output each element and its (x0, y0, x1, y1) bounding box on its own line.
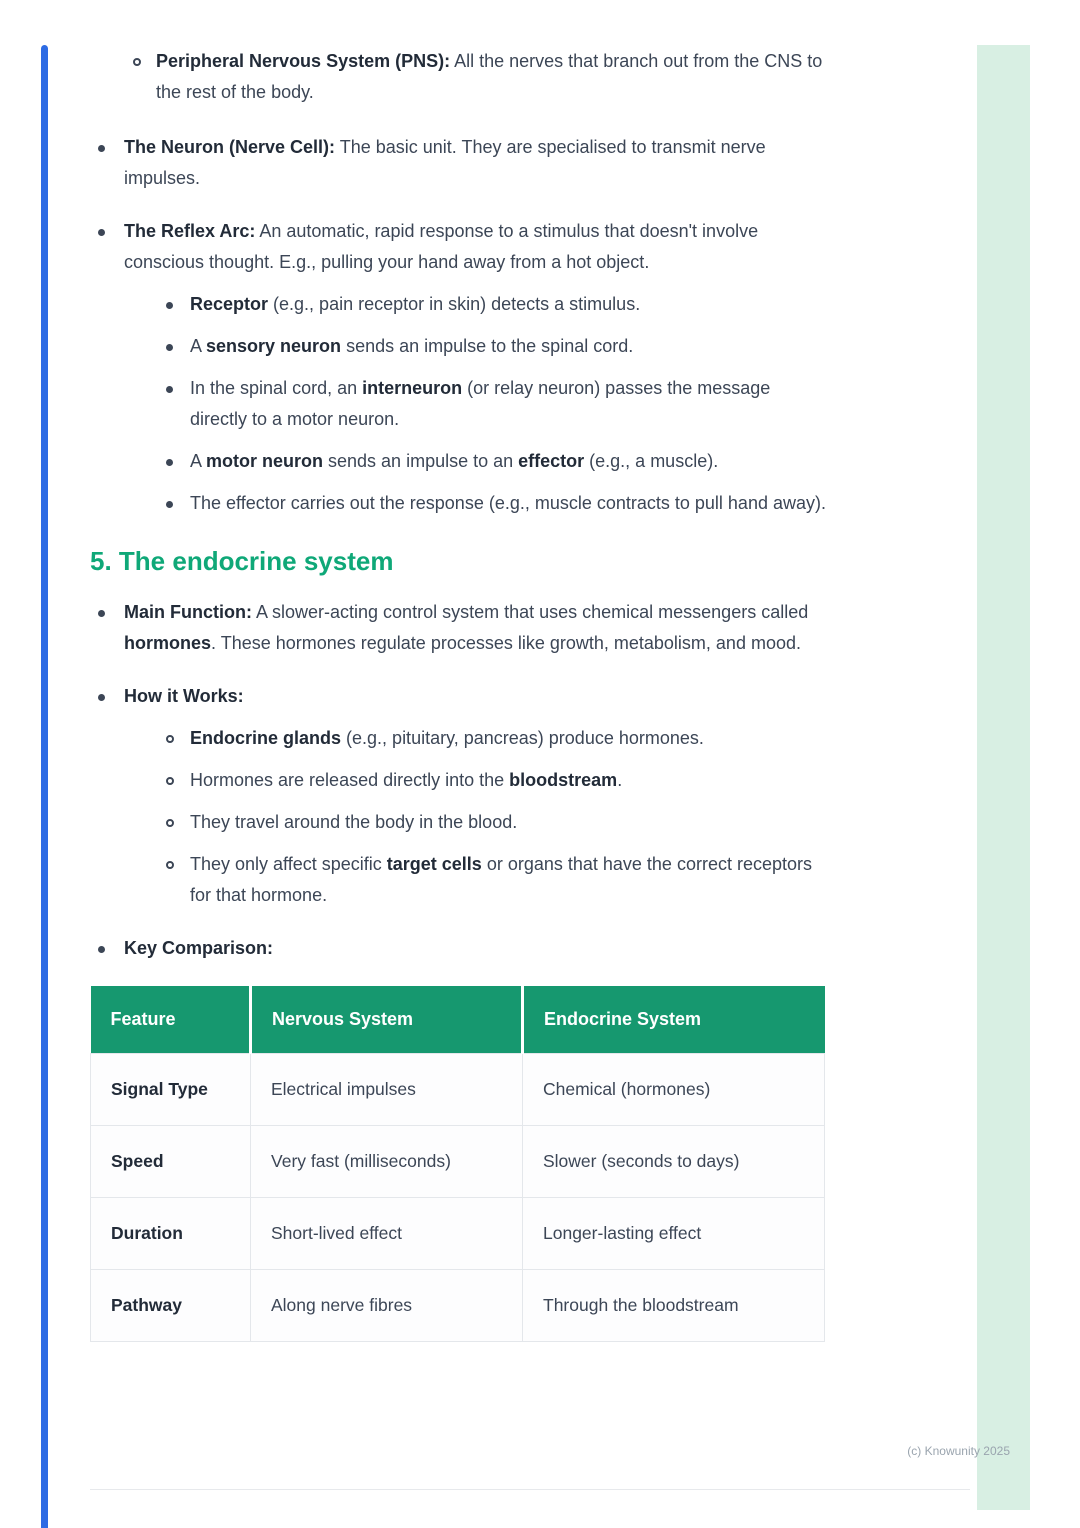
comparison-table-body (91, 1054, 825, 1342)
reflex-step (158, 289, 832, 320)
dot-bullet-icon (166, 501, 173, 508)
how-it-works-step-text: They travel around the body in the blood. (190, 812, 518, 832)
dot-bullet-icon (98, 694, 105, 701)
comparison-table-header (91, 986, 825, 1054)
dot-bullet-icon (166, 302, 173, 309)
circle-bullet-icon (166, 735, 174, 743)
table-header-row (91, 986, 825, 1054)
how-it-works-step-text: They only affect specific target cells or organs that have the correct receptors for that hormone. (190, 854, 812, 905)
how-it-works-step (158, 849, 832, 911)
table-cell: Pathway (91, 1270, 251, 1342)
table-cell: Chemical (hormones) (523, 1054, 825, 1126)
table-row (91, 1054, 825, 1126)
dot-bullet-icon (166, 386, 173, 393)
table-cell: Along nerve fibres (251, 1270, 523, 1342)
table-cell: Very fast (milliseconds) (251, 1126, 523, 1198)
table-header-feature: Feature (91, 986, 251, 1054)
reflex-step-text: Receptor (e.g., pain receptor in skin) detects a stimulus. (190, 294, 641, 314)
list-item-reflex-arc (90, 216, 832, 519)
footer-credit: (c) Knowunity 2025 (907, 1444, 1010, 1458)
list-item-neuron (90, 132, 832, 194)
main-function-text: Main Function: A slower-acting control system that uses chemical messengers called hormones. These hormones regulate processes like growth, metabolism, and mood. (124, 602, 809, 653)
how-it-works-step (158, 807, 832, 838)
list-item-how-it-works (90, 681, 832, 911)
circle-bullet-icon (166, 819, 174, 827)
key-comparison-label: Key Comparison: (124, 938, 274, 958)
table-cell: Signal Type (91, 1054, 251, 1126)
list-item-key-comparison (90, 933, 832, 964)
dot-bullet-icon (166, 344, 173, 351)
reflex-step (158, 373, 832, 435)
table-cell: Longer-lasting effect (523, 1198, 825, 1270)
table-cell: Through the bloodstream (523, 1270, 825, 1342)
reflex-step-text: A sensory neuron sends an impulse to the spinal cord. (190, 336, 634, 356)
dot-bullet-icon (98, 145, 105, 152)
reflex-step-text: The effector carries out the response (e.g., muscle contracts to pull hand away). (190, 493, 826, 513)
table-cell: Short-lived effect (251, 1198, 523, 1270)
table-cell: Electrical impulses (251, 1054, 523, 1126)
reflex-step (158, 331, 832, 362)
cns-continuation-list (90, 46, 832, 108)
table-header-nervous-system: Nervous System (251, 986, 523, 1054)
table-cell: Speed (91, 1126, 251, 1198)
table-row (91, 1270, 825, 1342)
reflex-step-text: In the spinal cord, an interneuron (or relay neuron) passes the message directly to a motor neuron. (190, 378, 771, 429)
how-it-works-list (158, 723, 832, 911)
comparison-table (90, 986, 825, 1342)
reflex-arc-text: The Reflex Arc: An automatic, rapid response to a stimulus that doesn't involve conscious thought. E.g., pulling your hand away from a hot object. (124, 221, 759, 272)
table-cell: Slower (seconds to days) (523, 1126, 825, 1198)
how-it-works-step (158, 723, 832, 754)
dot-bullet-icon (98, 610, 105, 617)
list-item-main-function (90, 597, 832, 659)
dot-bullet-icon (98, 229, 105, 236)
table-row (91, 1198, 825, 1270)
endocrine-system-list (90, 597, 832, 964)
circle-bullet-icon (166, 861, 174, 869)
nervous-system-list (90, 132, 832, 519)
circle-bullet-icon (166, 777, 174, 785)
reflex-step-text: A motor neuron sends an impulse to an effector (e.g., a muscle). (190, 451, 719, 471)
list-item-pns (90, 46, 832, 108)
how-it-works-label: How it Works: (124, 686, 244, 706)
table-cell: Duration (91, 1198, 251, 1270)
page-left-accent-bar (41, 45, 48, 1528)
reflex-step (158, 446, 832, 477)
notes-content (90, 46, 832, 1342)
reflex-step (158, 488, 832, 519)
table-row (91, 1126, 825, 1198)
dot-bullet-icon (166, 459, 173, 466)
pns-text: Peripheral Nervous System (PNS): All the nerves that branch out from the CNS to the rest of the body. (156, 51, 823, 102)
reflex-steps-list (158, 289, 832, 519)
how-it-works-step (158, 765, 832, 796)
dot-bullet-icon (98, 946, 105, 953)
how-it-works-step-text: Hormones are released directly into the bloodstream. (190, 770, 623, 790)
page-right-accent-bar (977, 45, 1030, 1510)
neuron-text: The Neuron (Nerve Cell): The basic unit. They are specialised to transmit nerve impulses. (124, 137, 766, 188)
footer-divider (90, 1489, 970, 1490)
section-heading-endocrine: 5. The endocrine system (90, 546, 394, 576)
circle-bullet-icon (133, 58, 141, 66)
table-header-endocrine-system: Endocrine System (523, 986, 825, 1054)
how-it-works-step-text: Endocrine glands (e.g., pituitary, pancreas) produce hormones. (190, 728, 704, 748)
